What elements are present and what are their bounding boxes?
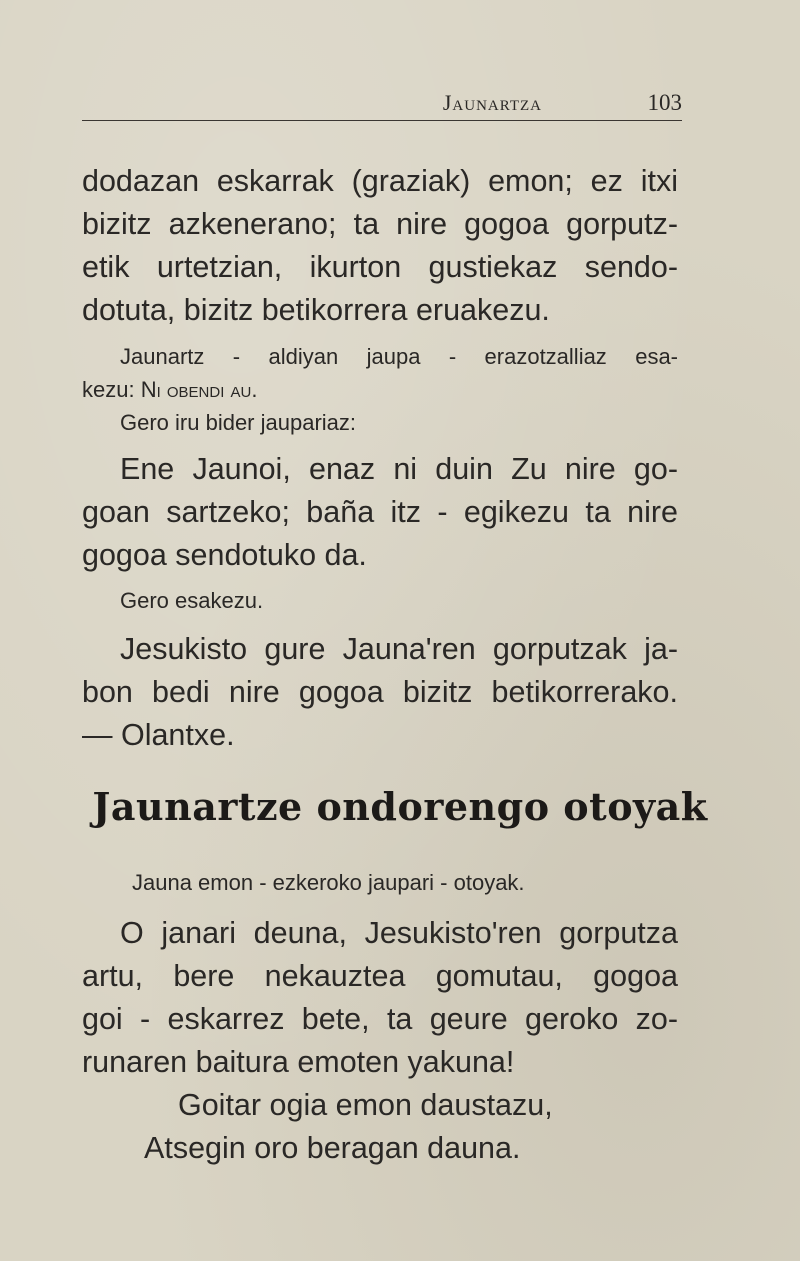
verse <box>82 1084 678 1170</box>
running-header <box>82 88 682 124</box>
paragraph-3-line: bon bedi nire gogoa bizitz betikorrerako. <box>82 675 678 709</box>
paragraph-4-line: artu, bere nekauztea gomutau, gogoa <box>82 959 678 993</box>
instruction-2 <box>82 406 678 439</box>
paragraph-2-line: goan sartzeko; baña itz - egikezu ta nire <box>82 495 678 529</box>
instruction-1-prefix: kezu: <box>82 377 141 402</box>
instruction-4 <box>82 866 678 899</box>
running-title: Jaunartza <box>442 90 542 115</box>
paragraph-2-line: gogoa sendotuko da. <box>82 538 367 572</box>
paragraph-3 <box>82 628 678 757</box>
paragraph-4-line: goi - eskarrez bete, ta geure geroko zo- <box>82 1002 678 1036</box>
page-number: 103 <box>647 90 682 115</box>
paragraph-4 <box>82 912 678 1084</box>
verse-line-2: Atsegin oro beragan dauna. <box>144 1131 521 1165</box>
instruction-2-line: Gero iru bider jaupariaz: <box>120 410 357 435</box>
paragraph-4-line: O janari deuna, Jesukisto'ren gorputza <box>120 916 678 950</box>
paragraph-2-line: Ene Jaunoi, enaz ni duin Zu nire go- <box>120 452 678 486</box>
paragraph-1-line: dodazan eskarrak (graziak) emon; ez itxi <box>82 164 678 198</box>
section-heading: Jaunartze ondorengo otoyak <box>92 784 708 829</box>
paragraph-4-line: runaren baitura emoten yakuna! <box>82 1045 515 1079</box>
instruction-3 <box>82 584 678 617</box>
paragraph-1-line: dotuta, bizitz betikorrera eruakezu. <box>82 293 550 327</box>
header-rule <box>82 120 682 121</box>
instruction-1-line: Jaunartz - aldiyan jaupa - erazotzalliaz esa- <box>120 344 678 369</box>
instruction-1-small-caps: Ni obendi au. <box>140 377 258 402</box>
paragraph-1 <box>82 160 678 332</box>
instruction-4-line: Jauna emon - ezkeroko jaupari - otoyak. <box>132 870 525 895</box>
instruction-3-line: Gero esakezu. <box>120 588 264 613</box>
paragraph-3-line: — Olantxe. <box>82 718 235 752</box>
paragraph-1-line: bizitz azkenerano; ta nire gogoa gorputz- <box>82 207 678 241</box>
instruction-1-line-2 <box>82 373 678 406</box>
instruction-1 <box>82 340 678 406</box>
paragraph-1-line: etik urtetzian, ikurton gustiekaz sendo- <box>82 250 678 284</box>
paragraph-2 <box>82 448 678 577</box>
verse-line-1: Goitar ogia emon daustazu, <box>178 1088 553 1122</box>
paragraph-3-line: Jesukisto gure Jauna'ren gorputzak ja- <box>120 632 678 666</box>
